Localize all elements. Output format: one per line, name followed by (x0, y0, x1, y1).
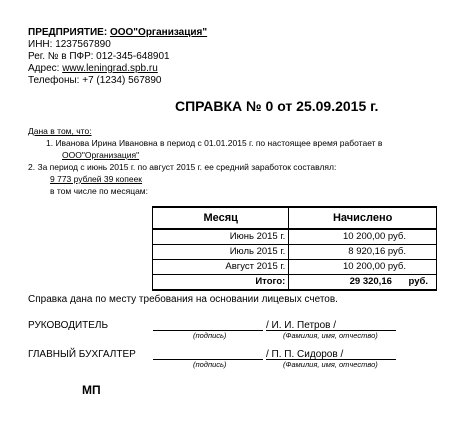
pfr-label: Рег. № в ПФР: (28, 51, 94, 62)
row-month: Июль 2015 г. (153, 245, 289, 260)
accountant-name-hint: (Фамилия, имя, отчество) (283, 360, 378, 369)
total-unit: руб. (408, 276, 428, 287)
total-value: 29 320,16 (349, 276, 392, 287)
table-row (153, 229, 437, 245)
org-name: ООО"Организация" (109, 27, 208, 38)
director-label: РУКОВОДИТЕЛЬ (28, 320, 109, 331)
address-value: www.leningrad.spb.ru (62, 63, 158, 74)
row-month: Август 2015 г. (153, 260, 289, 275)
stamp-mark: МП (82, 383, 101, 397)
item2-line: 2. За период с июнь 2015 г. по август 2015 г. ее средний заработок составлял: (28, 162, 337, 172)
document-title: СПРАВКА № 0 от 25.09.2015 г. (175, 98, 379, 114)
row-amount: 8 920,16 руб. (289, 245, 437, 260)
director-signature-hint: (подпись) (193, 331, 227, 340)
by-months-line: в том числе по месяцам: (50, 186, 148, 196)
accountant-signature-hint: (подпись) (193, 360, 227, 369)
total-label: Итого: (153, 275, 289, 291)
intro-text: Дана в том, что: (28, 126, 92, 136)
phones-line: Телефоны: +7 (1234) 567890 (28, 75, 162, 86)
intro-line (28, 126, 92, 136)
total-cell (289, 275, 437, 291)
address-label: Адрес: (28, 63, 60, 74)
row-amount: 10 200,00 руб. (289, 229, 437, 245)
item1-line2: ООО"Организация" (62, 150, 140, 160)
table-row (153, 245, 437, 260)
amount-words: 9 773 рублей 39 копеек (50, 174, 143, 184)
inn-line: ИНН: 1237567890 (28, 39, 111, 50)
accountant-label: ГЛАВНЫЙ БУХГАЛТЕР (28, 349, 136, 360)
header-accrued: Начислено (289, 207, 437, 229)
org-line (28, 27, 207, 38)
row-amount: 10 200,00 руб. (289, 260, 437, 275)
org-label: ПРЕДПРИЯТИЕ: (28, 27, 108, 38)
pfr-value: 012-345-648901 (96, 51, 170, 62)
director-name: / И. И. Петров / (266, 320, 337, 331)
row-month: Июнь 2015 г. (153, 229, 289, 245)
item1-line1: 1. Иванова Ирина Ивановна в период с 01.01.2015 г. по настоящее время работает в (46, 138, 383, 148)
table-header-row (153, 207, 437, 229)
director-name-hint: (Фамилия, имя, отчество) (283, 331, 378, 340)
pfr-line (28, 51, 170, 62)
salary-table (152, 206, 437, 291)
table-row (153, 260, 437, 275)
header-month: Месяц (153, 207, 289, 229)
basis-note: Справка дана по месту требования на основании лицевых счетов. (28, 294, 338, 305)
address-line (28, 63, 158, 74)
table-total-row (153, 275, 437, 291)
accountant-name: / П. П. Сидоров / (266, 349, 344, 360)
